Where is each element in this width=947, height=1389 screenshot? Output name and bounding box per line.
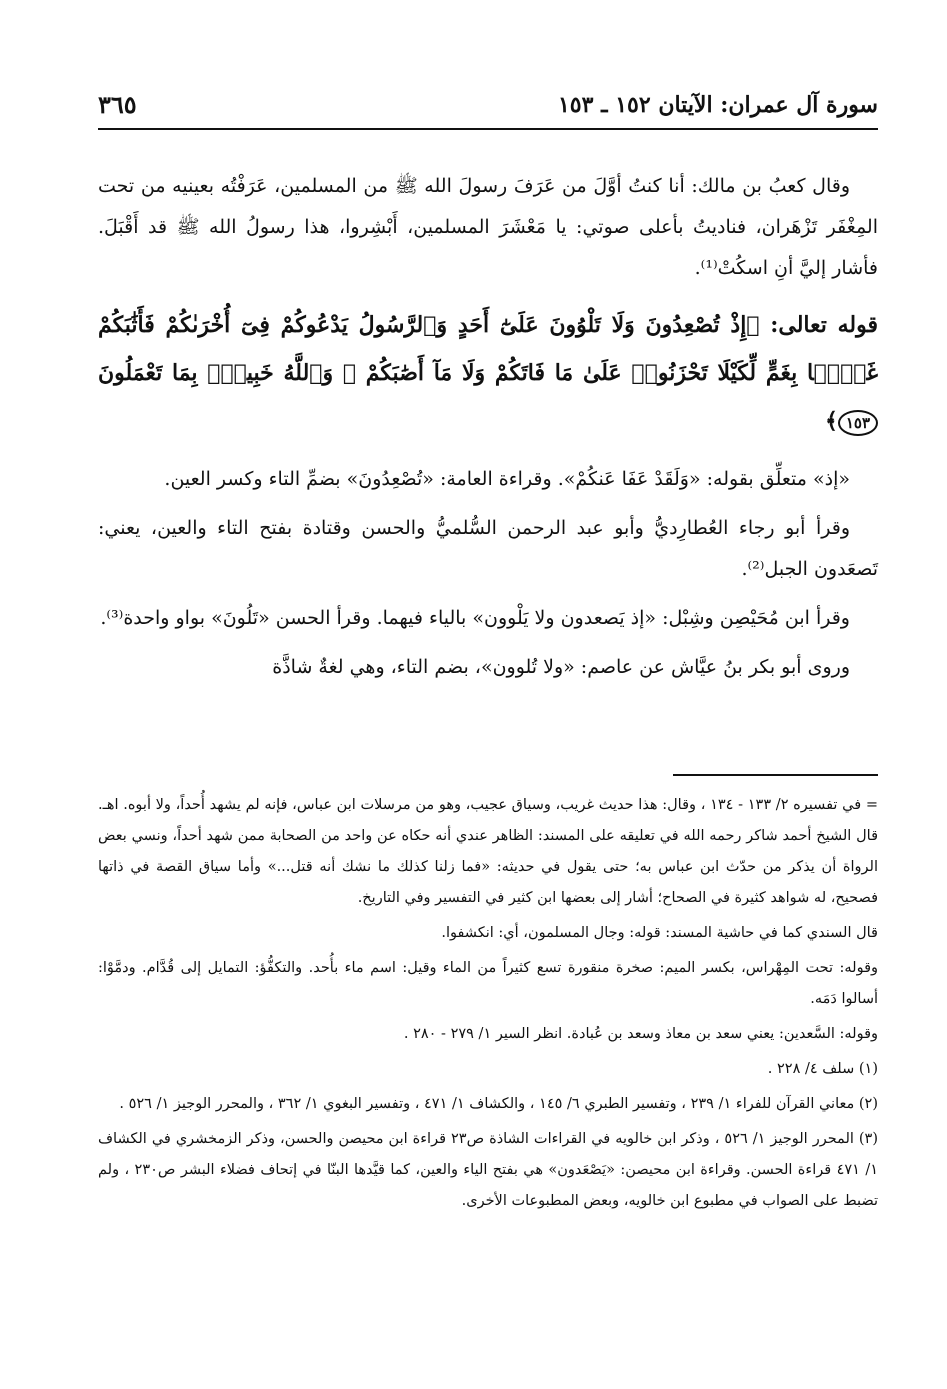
quran-verse-text: ﴿إِذْ تُصْعِدُونَ وَلَا تَلْوُونَ عَلَىٰٓ أَحَدٍ وَٱلرَّسُولُ يَدْعُوكُمْ فِىٓ أُخْرَىٰكُمْ فَأَثَٰبَكُمْ غَمًّۢا بِغَمٍّ لِّكَيْلَا تَحْزَنُوا۟ عَلَىٰ مَا فَاتَكُمْ وَلَا مَآ أَصَٰبَكُمْ ۗ وَٱللَّهُ خَبِيرٌۢ بِمَا تَعْمَلُونَ [98,312,878,386]
footnotes [98,790,878,1221]
footnote-1: (١) سلف ٤/ ٢٢٨ . [767,1061,878,1077]
paragraph-idh: «إذ» متعلِّق بقوله: «وَلَقَدْ عَفَا عَنكُمْ». وقراءة العامة: «تُصْعِدُونَ» بضمِّ التاء وكسر العين. [164,468,850,490]
footnote-separator [673,774,878,776]
footnote-continuation-1: = في تفسيره ٢/ ١٣٣ - ١٣٤ ، وقال: هذا حديث غريب، وسياق عجيب، وهو من مرسلات ابن عباس، فإنه لم يشهد أُحداً، ولا أبوه. اهـ. قال الشيخ أحمد شاكر رحمه الله في تعليقه على المسند: الظاهر عندي أنه حكاه عن واحد من الصحابة ممن شهد أحداً، ونسي بعض الرواة أن يذكر من حدّث ابن عباس به؛ حتى يقول في حديثه: «فما زلنا كذلك ما نشك أنه قتل...» وأما سياق القصة في ذاتها فصحيح، له شواهد كثيرة في الصحاح؛ أشار إلى بعضها ابن كثير في التفسير وفي التاريخ. [98,797,878,906]
quran-verse-block [98,301,878,445]
paragraph-abu-bakr: وروى أبو بكر بنُ عيَّاش عن عاصم: «ولا تُلوون»، بضم التاء، وهي لغةٌ شاذَّة [272,656,850,678]
footnote-3: (٣) المحرر الوجيز ١/ ٥٢٦ ، وذكر ابن خالويه في القراءات الشاذة ص٢٣ قراءة ابن محيصن والحسن، وذكر الزمخشري في الكشاف ١/ ٤٧١ قراءة الحسن. وقراءة ابن محيصن: «يَصْعَدون» هي بفتح الياء والعين، كما قيَّدها البنّا في إتحاف فضلاء البشر ص٢٣٠ ، ولم تضبط على الصواب في مطبوع ابن خالويه، وبعض المطبوعات الأخرى. [98,1131,879,1209]
footnote-continuation-4: وقوله: السَّعدين: يعني سعد بن معاذ وسعد بن عُبادة. انظر السير ١/ ٢٧٩ - ٢٨٠ . [403,1026,878,1042]
footnote-continuation-3: وقوله: تحت المِهْراس، بكسر الميم: صخرة منقورة تسع كثيراً من الماء وقيل: اسم ماء بأُحد. والتكفُّؤ: التمايل إلى قُدَّام. ودمَّوْا: أسالوا دَمَه. [98,960,878,1007]
page-title: سورة آل عمران: الآيتان ١٥٢ ـ ١٥٣ [557,92,878,118]
verse-close-bracket: ﴾ [824,408,838,434]
paragraph-abu-raja: وقرأ أبو رجاء العُطارِديُّ وأبو عبد الرحمن السُّلميُّ والحسن وقتادة بفتح التاء والعين، يعني: تَصعَدون الجبل⁽²⁾. [98,517,878,580]
footnote-2: (٢) معاني القرآن للفراء ١/ ٢٣٩ ، وتفسير الطبري ٦/ ١٤٥ ، والكشاف ١/ ٤٧١ ، وتفسير البغوي ١/ ٣٦٢ ، والمحرر الوجيز ١/ ٥٢٦ . [119,1096,878,1112]
paragraph-kaab: وقال كعبُ بن مالك: أنا كنتُ أوَّلَ من عَرَفَ رسولَ الله ﷺ من المسلمين، عَرَفْتُه بعينيه من تحت المِغْفَر تَزْهَران، فناديتُ بأعلى صوتي: يا مَعْشَرَ المسلمين، أَبْشِروا، هذا رسولُ الله ﷺ قد أَقْبَلَ. فأشار إليَّ أنِ اسكُتْ⁽¹⁾. [98,175,878,279]
verse-number-badge: ١٥٣ [838,410,878,436]
quran-label: قوله تعالى: [770,312,878,338]
book-page [98,78,878,1368]
page-header [98,88,878,130]
main-text [98,166,878,696]
page-number: ٣٦٥ [98,90,137,119]
paragraph-ibn-muhaysin: وقرأ ابن مُحَيْصِن وشِبْل: «إذ يَصعدون ولا يَلْوون» بالياء فيهما. وقرأ الحسن «تَلُونَ» بواو واحدة⁽³⁾. [100,607,850,629]
footnote-continuation-2: قال السندي كما في حاشية المسند: قوله: وجال المسلمون، أي: انكشفوا. [441,925,878,941]
